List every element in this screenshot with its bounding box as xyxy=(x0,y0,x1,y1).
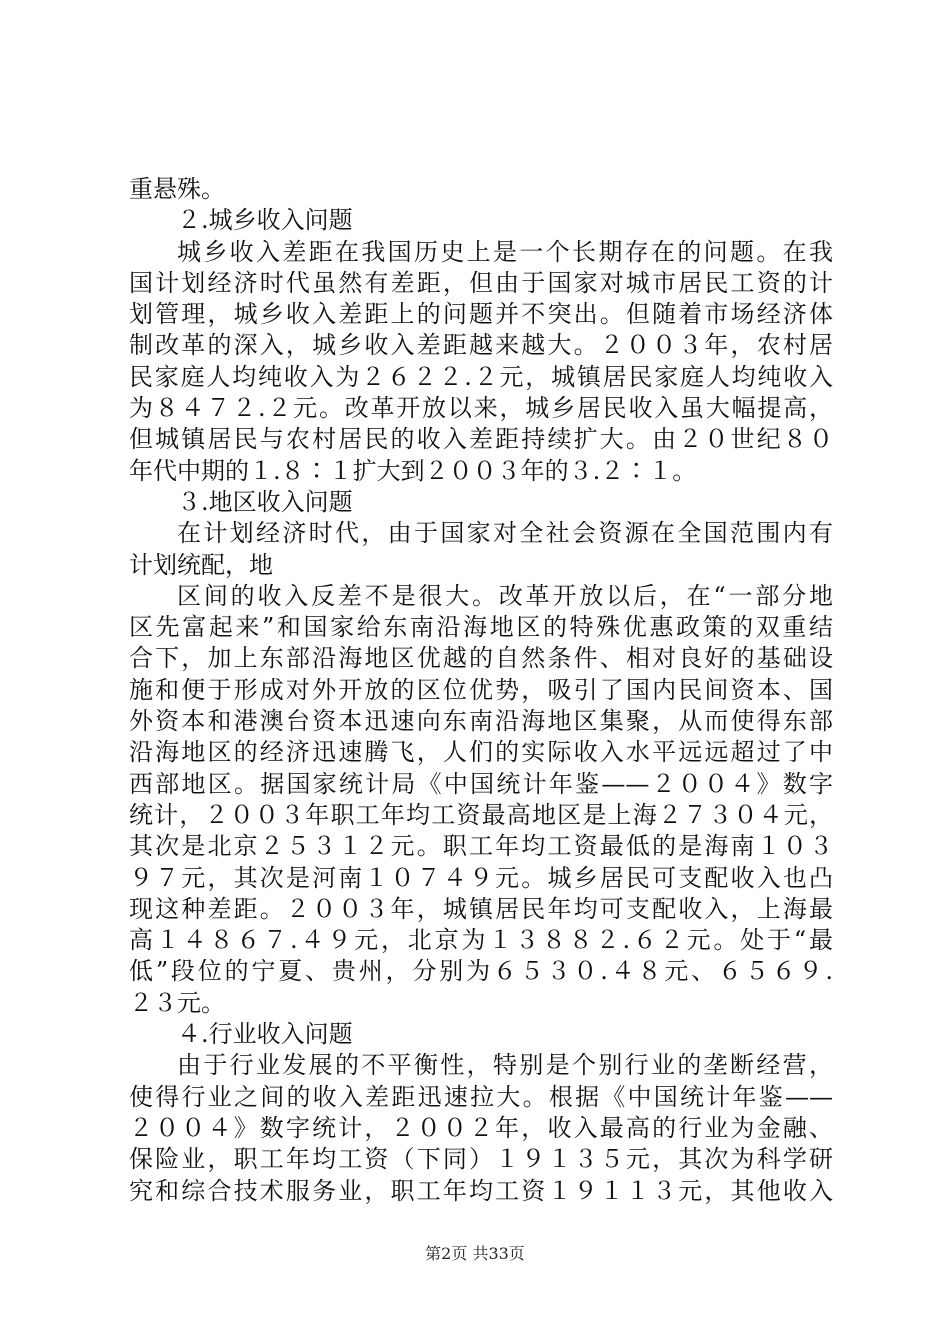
text-line: ９７元，其次是河南１０７４９元。城乡居民可支配收入也凸 xyxy=(129,863,833,892)
text-line: 国计划经济时代虽然有差距，但由于国家对城市居民工资的计 xyxy=(129,268,833,297)
text-line: 合下，加上东部沿海地区优越的自然条件、相对良好的基础设 xyxy=(129,644,833,673)
page-number: 第2页 共33页 xyxy=(425,1244,525,1263)
text-line: 保险业，职工年均工资（下同）１９１３５元，其次为科学研 xyxy=(129,1145,833,1174)
text-line: 高１４８６７.４９元，北京为１３８８２.６２元。处于“最 xyxy=(129,926,833,955)
text-line: 但城镇居民与农村居民的收入差距持续扩大。由２０世纪８０ xyxy=(129,425,833,454)
text-line: ２００４》数字统计，２００２年，收入最高的行业为金融、 xyxy=(129,1113,833,1142)
text-line: ３.地区收入问题 xyxy=(177,487,353,516)
text-line: 现这种差距。２００３年，城镇居民年均可支配收入，上海最 xyxy=(129,894,833,923)
text-line: 在计划经济时代，由于国家对全社会资源在全国范围内有 xyxy=(177,519,833,548)
text-line: 制改革的深入，城乡收入差距越来越大。２００３年，农村居 xyxy=(129,331,833,360)
text-line: 究和综合技术服务业，职工年均工资１９１１３元，其他收入 xyxy=(129,1176,833,1205)
text-line: 使得行业之间的收入差距迅速拉大。根据《中国统计年鉴—— xyxy=(129,1082,833,1111)
text-line: ２３元。 xyxy=(129,988,225,1017)
text-line: 重悬殊。 xyxy=(129,175,225,203)
text-line: 城乡收入差距在我国历史上是一个长期存在的问题。在我 xyxy=(177,237,833,266)
text-line: 年代中期的１.８∶１扩大到２００３年的３.２∶１。 xyxy=(129,456,697,485)
text-line: 为８４７２.２元。改革开放以来，城乡居民收入虽大幅提高， xyxy=(129,394,833,423)
text-line: 统计，２００３年职工年均工资最高地区是上海２７３０４元， xyxy=(129,800,833,829)
text-line: 外资本和港澳台资本迅速向东南沿海地区集聚，从而使得东部 xyxy=(129,707,833,736)
text-line: ２.城乡收入问题 xyxy=(177,206,353,235)
text-line: 由于行业发展的不平衡性，特别是个别行业的垄断经营， xyxy=(177,1051,833,1080)
text-line: 沿海地区的经济迅速腾飞，人们的实际收入水平远远超过了中 xyxy=(129,738,833,767)
text-line: 划管理，城乡收入差距上的问题并不突出。但随着市场经济体 xyxy=(129,300,833,329)
text-line: 民家庭人均纯收入为２６２２.２元，城镇居民家庭人均纯收入 xyxy=(129,362,833,391)
text-line: 施和便于形成对外开放的区位优势，吸引了国内民间资本、国 xyxy=(129,675,833,704)
text-line: 区先富起来”和国家给东南沿海地区的特殊优惠政策的双重结 xyxy=(129,613,833,642)
text-line: 区间的收入反差不是很大。改革开放以后，在“一部分地 xyxy=(177,581,833,610)
text-line: 其次是北京２５３１２元。职工年均工资最低的是海南１０３ xyxy=(129,832,833,861)
page-footer xyxy=(0,1243,950,1265)
text-line: 西部地区。据国家统计局《中国统计年鉴——２００４》数字 xyxy=(129,769,833,798)
document-body xyxy=(129,174,833,1207)
text-line: 计划统配，地 xyxy=(129,550,273,579)
text-line: ４.行业收入问题 xyxy=(177,1020,353,1049)
text-line: 低”段位的宁夏、贵州，分别为６５３０.４８元、６５６９. xyxy=(129,957,833,986)
